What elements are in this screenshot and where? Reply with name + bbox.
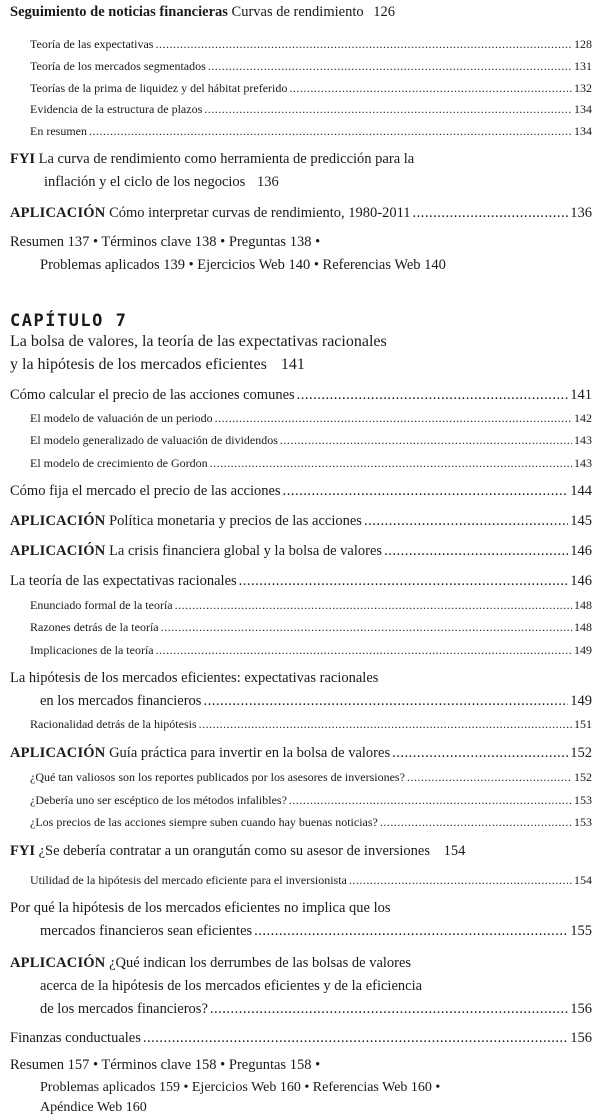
end-matter-line2: Problemas aplicados 139 • Ejercicios Web 140 • Referencias Web 140 bbox=[40, 257, 446, 273]
fyi-text: ¿Se debería contratar a un orangután como su asesor de inversiones bbox=[38, 843, 430, 859]
toc-entry bbox=[10, 483, 592, 500]
entry-text: Evidencia de la estructura de plazos bbox=[30, 102, 203, 116]
entry-text: ¿Qué indican los derrumbes de las bolsas de valores bbox=[109, 955, 412, 971]
entry-page: 142 bbox=[574, 411, 592, 425]
entry-text: Finanzas conductuales bbox=[10, 1030, 141, 1046]
entry-text: La teoría de las expectativas racionales bbox=[10, 573, 237, 589]
entry-text: En resumen bbox=[30, 124, 87, 138]
entry-text: Teoría de las expectativas bbox=[30, 37, 154, 51]
fyi-text: inflación y el ciclo de los negocios bbox=[44, 174, 246, 190]
entry-text: de los mercados financieros? bbox=[40, 1001, 208, 1017]
application-entry bbox=[10, 543, 592, 560]
entry-text: Utilidad de la hipótesis del mercado eficiente para el inversionista bbox=[30, 873, 347, 887]
entry-page: 153 bbox=[574, 815, 592, 829]
toc-entry bbox=[40, 693, 592, 710]
application-lead: APLICACIÓN bbox=[10, 513, 106, 529]
entry-text: Política monetaria y precios de las acciones bbox=[109, 513, 362, 529]
section-page: 126 bbox=[373, 4, 395, 20]
fyi-page: 154 bbox=[443, 843, 466, 859]
application-entry bbox=[40, 1001, 592, 1018]
chapter-label: CAPÍTULO 7 bbox=[10, 311, 128, 331]
entry-text: en los mercados financieros bbox=[40, 693, 202, 709]
entry-page: 136 bbox=[570, 205, 592, 221]
entry-text: ¿Qué tan valiosos son los reportes publicados por los asesores de inversiones? bbox=[30, 770, 405, 784]
entry-page: 154 bbox=[574, 873, 592, 887]
fyi-text: La curva de rendimiento como herramienta de predicción para la bbox=[38, 151, 415, 167]
entry-text: ¿Los precios de las acciones siempre suben cuando hay buenas noticias? bbox=[30, 815, 378, 829]
entry-text: El modelo de valuación de un periodo bbox=[30, 411, 213, 425]
toc-entry bbox=[30, 770, 592, 785]
entry-text: El modelo generalizado de valuación de dividendos bbox=[30, 433, 278, 447]
toc-entry bbox=[30, 620, 592, 635]
entry-page: 143 bbox=[574, 433, 592, 447]
application-lead: APLICACIÓN bbox=[10, 745, 106, 761]
application-line2: acerca de la hipótesis de los mercados eficientes y de la eficiencia bbox=[40, 978, 423, 994]
entry-text: Guía práctica para invertir en la bolsa de valores bbox=[109, 745, 391, 761]
toc-entry bbox=[30, 815, 592, 830]
entry-text: La crisis financiera global y la bolsa de valores bbox=[109, 543, 383, 559]
entry-text: Cómo calcular el precio de las acciones comunes bbox=[10, 387, 295, 403]
toc-entry bbox=[30, 102, 592, 117]
toc-entry bbox=[30, 37, 592, 52]
entry-page: 128 bbox=[574, 37, 592, 51]
entry-page: 152 bbox=[570, 745, 592, 761]
entry-page: 148 bbox=[574, 620, 592, 634]
toc-entry bbox=[30, 456, 592, 471]
application-line1 bbox=[10, 955, 411, 972]
toc-entry bbox=[30, 433, 592, 448]
end-matter-line3: Apéndice Web 160 bbox=[40, 1100, 147, 1115]
end-matter-line1: Resumen 137 • Términos clave 138 • Preguntas 138 • bbox=[10, 234, 321, 250]
entry-text: mercados financieros sean eficientes bbox=[40, 923, 253, 939]
toc-entry bbox=[10, 1030, 592, 1047]
end-matter-line1: Resumen 157 • Términos clave 158 • Preguntas 158 • bbox=[10, 1057, 321, 1073]
application-entry bbox=[10, 205, 592, 222]
fyi-line1 bbox=[10, 151, 414, 168]
toc-entry bbox=[30, 598, 592, 613]
toc-entry bbox=[10, 573, 592, 590]
entry-page: 149 bbox=[570, 693, 592, 709]
entry-page: 148 bbox=[574, 598, 592, 612]
application-entry bbox=[10, 513, 592, 530]
toc-entry bbox=[30, 717, 592, 732]
entry-text: Cómo fija el mercado el precio de las acciones bbox=[10, 483, 281, 499]
toc-entry bbox=[30, 793, 592, 808]
section-lead: Seguimiento de noticias financieras bbox=[10, 4, 228, 20]
toc-entry-line1: La hipótesis de los mercados eficientes: expectativas racionales bbox=[10, 670, 379, 686]
entry-page: 151 bbox=[574, 717, 592, 731]
application-lead: APLICACIÓN bbox=[10, 955, 106, 971]
entry-text: Cómo interpretar curvas de rendimiento, 1980-2011 bbox=[109, 205, 411, 221]
chapter-page: 141 bbox=[280, 356, 305, 373]
entry-page: 134 bbox=[574, 102, 592, 116]
entry-page: 156 bbox=[570, 1001, 592, 1017]
toc-entry bbox=[30, 81, 592, 96]
entry-page: 146 bbox=[570, 543, 592, 559]
toc-entry bbox=[30, 643, 592, 658]
section-heading-yield-curves bbox=[10, 4, 395, 21]
toc-entry bbox=[10, 387, 592, 404]
toc-entry bbox=[30, 411, 592, 426]
entry-text: Implicaciones de la teoría bbox=[30, 643, 154, 657]
end-matter-line2: Problemas aplicados 159 • Ejercicios Web 160 • Referencias Web 160 • bbox=[40, 1080, 441, 1095]
toc-entry bbox=[40, 923, 592, 940]
entry-page: 144 bbox=[570, 483, 592, 499]
entry-page: 146 bbox=[570, 573, 592, 589]
fyi-lead: FYI bbox=[10, 843, 35, 859]
entry-page: 145 bbox=[570, 513, 592, 529]
entry-text: Enunciado formal de la teoría bbox=[30, 598, 173, 612]
entry-page: 149 bbox=[574, 643, 592, 657]
chapter-title-line2 bbox=[10, 356, 305, 374]
toc-entry bbox=[30, 873, 592, 888]
entry-page: 134 bbox=[574, 124, 592, 138]
section-title: Curvas de rendimiento bbox=[231, 4, 364, 20]
entry-text: Racionalidad detrás de la hipótesis bbox=[30, 717, 197, 731]
fyi-lead: FYI bbox=[10, 151, 35, 167]
application-lead: APLICACIÓN bbox=[10, 205, 106, 221]
entry-page: 153 bbox=[574, 793, 592, 807]
entry-page: 156 bbox=[570, 1030, 592, 1046]
chapter-title: y la hipótesis de los mercados eficientes bbox=[10, 356, 267, 373]
entry-text: El modelo de crecimiento de Gordon bbox=[30, 456, 208, 470]
entry-text: ¿Debería uno ser escéptico de los métodos infalibles? bbox=[30, 793, 287, 807]
entry-page: 131 bbox=[574, 59, 592, 73]
chapter-title-line1: La bolsa de valores, la teoría de las expectativas racionales bbox=[10, 333, 387, 350]
entry-page: 132 bbox=[574, 81, 592, 95]
toc-entry-line1: Por qué la hipótesis de los mercados eficientes no implica que los bbox=[10, 900, 391, 916]
fyi-page: 136 bbox=[256, 174, 279, 190]
toc-entry bbox=[30, 124, 592, 139]
toc-entry bbox=[30, 59, 592, 74]
fyi-line bbox=[10, 843, 465, 860]
entry-text: Teoría de los mercados segmentados bbox=[30, 59, 206, 73]
entry-page: 141 bbox=[570, 387, 592, 403]
application-lead: APLICACIÓN bbox=[10, 543, 106, 559]
entry-page: 155 bbox=[570, 923, 592, 939]
fyi-line2 bbox=[44, 174, 279, 191]
entry-text: Razones detrás de la teoría bbox=[30, 620, 159, 634]
entry-page: 152 bbox=[574, 770, 592, 784]
entry-page: 143 bbox=[574, 456, 592, 470]
application-entry bbox=[10, 745, 592, 762]
entry-text: Teorías de la prima de liquidez y del hábitat preferido bbox=[30, 81, 288, 95]
